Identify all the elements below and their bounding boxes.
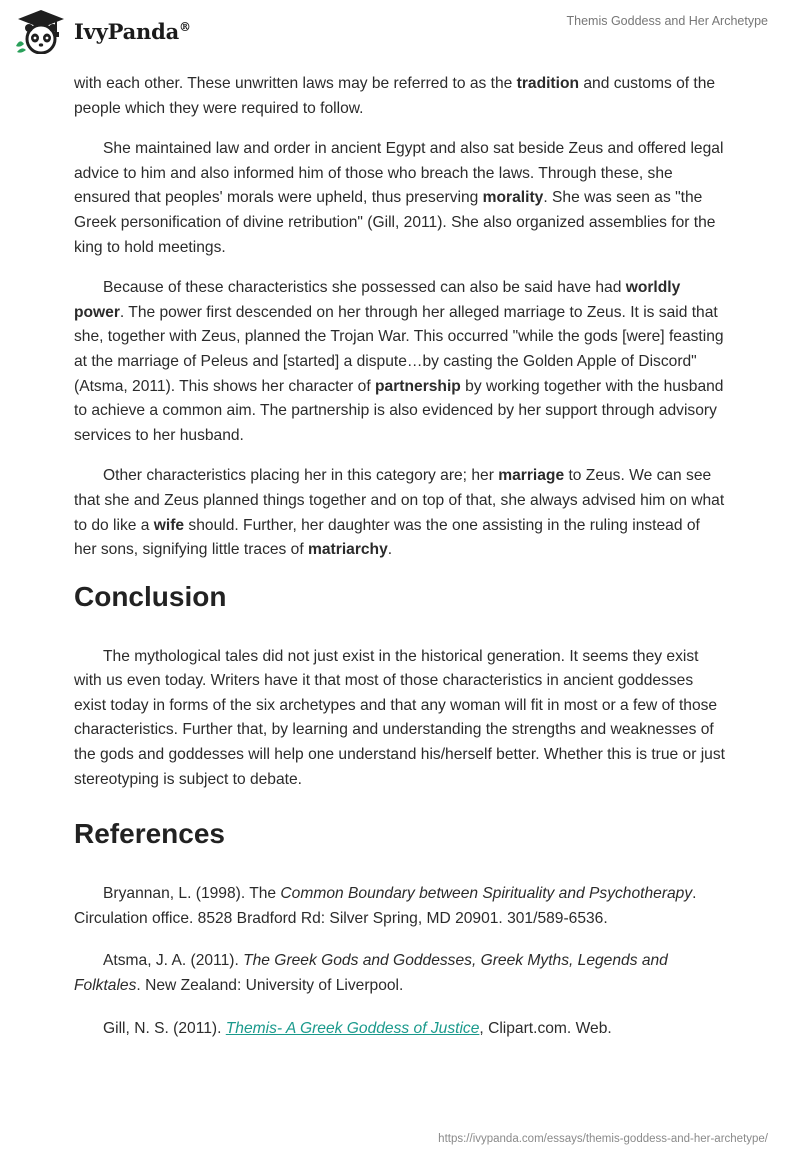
brand-name: IvyPanda®	[74, 18, 191, 44]
article-body	[74, 72, 726, 1059]
reference-item: Bryannan, L. (1998). The Common Boundary between Spirituality and Psychotherapy. Circulation office. 8528 Bradford Rd: Silver Spring, MD 20901. 301/589-6536.	[74, 885, 697, 927]
footer-url: https://ivypanda.com/essays/themis-goddess-and-her-archetype/	[438, 1133, 768, 1145]
reference-item: Atsma, J. A. (2011). The Greek Gods and Goddesses, Greek Myths, Legends and Folktales. New Zealand: University of Liverpool.	[74, 952, 668, 995]
panda-graduate-icon	[14, 8, 68, 54]
conclusion-heading: Conclusion	[74, 580, 227, 612]
page-header	[0, 0, 800, 66]
paragraph: She maintained law and order in ancient Egypt and also sat beside Zeus and offered legal advice to him and also informed him of those who breach the laws. Through these, she ensured that peoples' morals were upheld, thus preserving morality. She was seen as "the Greek personification of divine retribution" (Gill, 2011). She also organized assemblies for the king to hold meetings.	[74, 140, 724, 256]
references-heading: References	[74, 818, 225, 850]
reference-item: Gill, N. S. (2011). Themis- A Greek Goddess of Justice, Clipart.com. Web.	[103, 1019, 612, 1037]
paragraph: Other characteristics placing her in this category are; her marriage to Zeus. We can see that she and Zeus planned things together and on top of that, she always advised him on what to do like a wife should. Further, her daughter was the one assisting in the ruling instead of her sons, signifying little traces of matriarchy.	[74, 467, 725, 559]
reference-link[interactable]: Themis- A Greek Goddess of Justice	[225, 1019, 480, 1037]
ivypanda-logo[interactable]	[14, 8, 191, 54]
paragraph: with each other. These unwritten laws may be referred to as the tradition and customs of the people which they were required to follow.	[74, 75, 716, 117]
paragraph: Because of these characteristics she possessed can also be said have had worldly power. The power first descended on her through her alleged marriage to Zeus. It is said that she, together with Zeus, planned the Trojan War. This occurred "while the gods [were] feasting at the marriage of Peleus and [started] a dispute…by casting the Golden Apple of Discord" (Atsma, 2011). This shows her character of partnership by working together with the husband to achieve a common aim. The partnership is also evidenced by her support through advisory services to her husband.	[74, 279, 724, 444]
conclusion-paragraph: The mythological tales did not just exist in the historical generation. It seems they exist with us even today. Writers have it that most of those characteristics in ancient goddesses exist today in forms of the six archetypes and that any woman will fit in most or a few of those characteristics. Further that, by learning and understanding the strengths and weaknesses of the gods and goddesses will help one understand his/herself better. Whether this is true or just stereotyping is subject to debate.	[74, 647, 725, 788]
document-title: Themis Goddess and Her Archetype	[566, 14, 768, 28]
